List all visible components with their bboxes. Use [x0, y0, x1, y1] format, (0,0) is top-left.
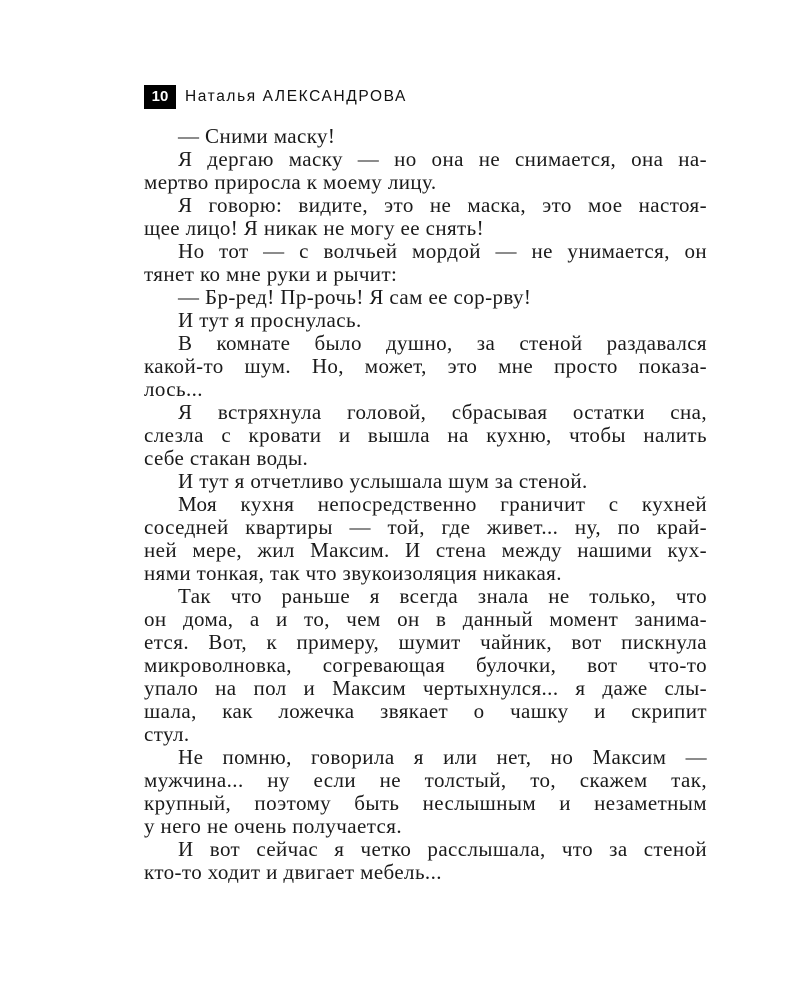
- text-line: себе стакан воды.: [144, 446, 309, 470]
- text-line: ней мере, жил Максим. И стена между нашими кух-: [144, 538, 707, 562]
- text-line: крупный, поэтому быть неслышным и незаметным: [144, 791, 707, 815]
- text-line: — Сними маску!: [178, 124, 336, 148]
- text-line: соседней квартиры — той, где живет... ну, по край-: [144, 515, 707, 539]
- page-number: 10: [144, 85, 176, 109]
- text-line: И тут я отчетливо услышала шум за стеной.: [178, 469, 588, 493]
- text-line: ется. Вот, к примеру, шумит чайник, вот пискнула: [144, 630, 707, 654]
- text-line: мертво приросла к моему лицу.: [144, 170, 437, 194]
- text-line: И вот сейчас я четко расслышала, что за стеной: [178, 837, 707, 861]
- text-line: Не помню, говорила я или нет, но Максим —: [178, 745, 707, 769]
- text-line: нями тонкая, так что звукоизоляция никакая.: [144, 561, 562, 585]
- text-line: тянет ко мне руки и рычит:: [144, 262, 398, 286]
- text-line: какой-то шум. Но, может, это мне просто показа-: [144, 354, 707, 378]
- text-line: микроволновка, согревающая булочки, вот что-то: [144, 653, 707, 677]
- text-line: Моя кухня непосредственно граничит с кухней: [178, 492, 707, 516]
- text-line: щее лицо! Я никак не могу ее снять!: [144, 216, 484, 240]
- text-line: лось...: [144, 377, 203, 401]
- author-name: Наталья АЛЕКСАНДРОВА: [185, 88, 407, 105]
- text-line: слезла с кровати и вышла на кухню, чтобы налить: [144, 423, 707, 447]
- text-line: Я говорю: видите, это не маска, это мое настоя-: [178, 193, 707, 217]
- text-line: шала, как ложечка звякает о чашку и скрипит: [144, 699, 707, 723]
- text-line: упало на пол и Максим чертыхнулся... я даже слы-: [144, 676, 707, 700]
- running-header: [144, 85, 407, 109]
- text-line: В комнате было душно, за стеной раздавался: [178, 331, 707, 355]
- text-line: Но тот — с волчьей мордой — не унимается, он: [178, 239, 707, 263]
- text-line: стул.: [144, 722, 190, 746]
- text-line: — Бр-ред! Пр-рочь! Я сам ее сор-рву!: [178, 285, 532, 309]
- text-line: кто-то ходит и двигает мебель...: [144, 860, 442, 884]
- text-line: Так что раньше я всегда знала не только, что: [178, 584, 707, 608]
- text-line: мужчина... ну если не толстый, то, скажем так,: [144, 768, 707, 792]
- body-text: [144, 125, 707, 884]
- text-line: И тут я проснулась.: [178, 308, 362, 332]
- text-line: Я встряхнула головой, сбрасывая остатки сна,: [178, 400, 707, 424]
- text-line: он дома, а и то, чем он в данный момент занима-: [144, 607, 707, 631]
- text-line: Я дергаю маску — но она не снимается, она на-: [178, 147, 707, 171]
- text-line: у него не очень получается.: [144, 814, 402, 838]
